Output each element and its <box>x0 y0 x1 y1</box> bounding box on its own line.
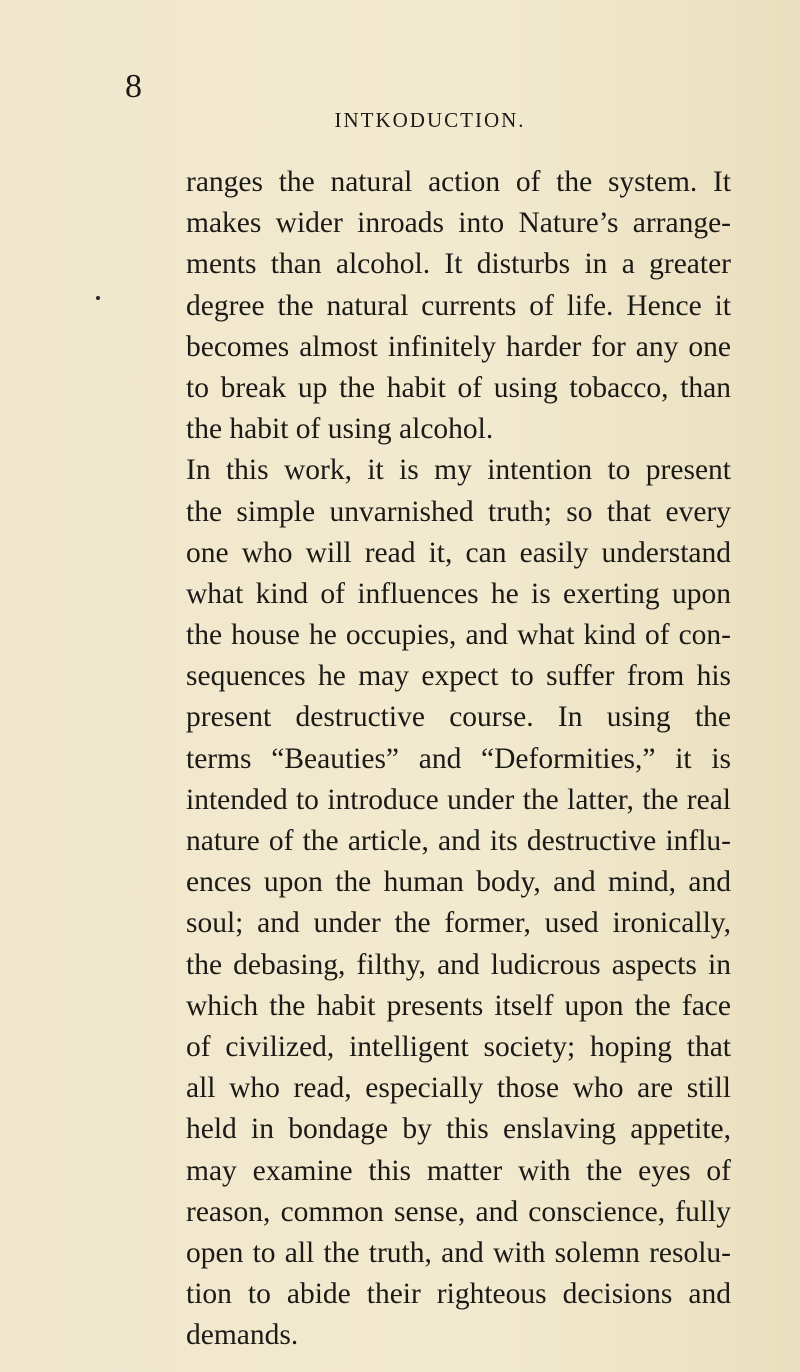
text-line: makes wider inroads into Nature’s arrange- <box>186 207 731 240</box>
text-line: ranges the natural action of the system. It <box>186 166 731 198</box>
text-line: the habit of using alcohol. <box>186 413 494 446</box>
text-line: terms “Beauties” and “Deformities,” it is <box>186 742 731 775</box>
text-line: soul; and under the former, used ironically, <box>186 907 731 940</box>
text-line: ences upon the human body, and mind, and <box>186 866 731 899</box>
text-line: to break up the habit of using tobacco, than <box>186 371 731 404</box>
body-text <box>186 162 731 1356</box>
text-line: the simple unvarnished truth; so that every <box>186 495 731 528</box>
text-line: tion to abide their righteous decisions and <box>186 1278 731 1311</box>
text-line: may examine this matter with the eyes of <box>186 1154 731 1187</box>
text-line: the house he occupies, and what kind of con- <box>186 619 731 652</box>
page-number: 8 <box>125 68 142 105</box>
text-line: degree the natural currents of life. Hence it <box>186 289 731 322</box>
text-line: which the habit presents itself upon the face <box>186 989 731 1022</box>
text-line: one who will read it, can easily understand <box>186 536 731 569</box>
text-line: all who read, especially those who are still <box>186 1072 731 1105</box>
margin-mark <box>96 296 100 300</box>
paragraph-first-line: In this work, it is my intention to present <box>186 454 731 487</box>
text-line: nature of the article, and its destructive influ- <box>186 825 731 857</box>
text-line: open to all the truth, and with solemn resolu- <box>186 1236 731 1269</box>
text-line: held in bondage by this enslaving appetite, <box>186 1113 731 1146</box>
text-line: becomes almost infinitely harder for any one <box>186 330 731 363</box>
running-head: INTKODUCTION. <box>334 108 526 132</box>
text-line: intended to introduce under the latter, the real <box>186 783 731 816</box>
text-line: sequences he may expect to suffer from his <box>186 660 731 693</box>
text-line: reason, common sense, and conscience, fully <box>186 1195 731 1228</box>
text-line: present destructive course. In using the <box>186 701 731 734</box>
text-line: ments than alcohol. It disturbs in a greater <box>186 248 731 281</box>
text-line: of civilized, intelligent society; hoping that <box>186 1030 731 1063</box>
text-line: what kind of influences he is exerting upon <box>186 577 731 610</box>
text-line: the debasing, filthy, and ludicrous aspects in <box>186 948 731 981</box>
text-line: demands. <box>186 1319 299 1352</box>
